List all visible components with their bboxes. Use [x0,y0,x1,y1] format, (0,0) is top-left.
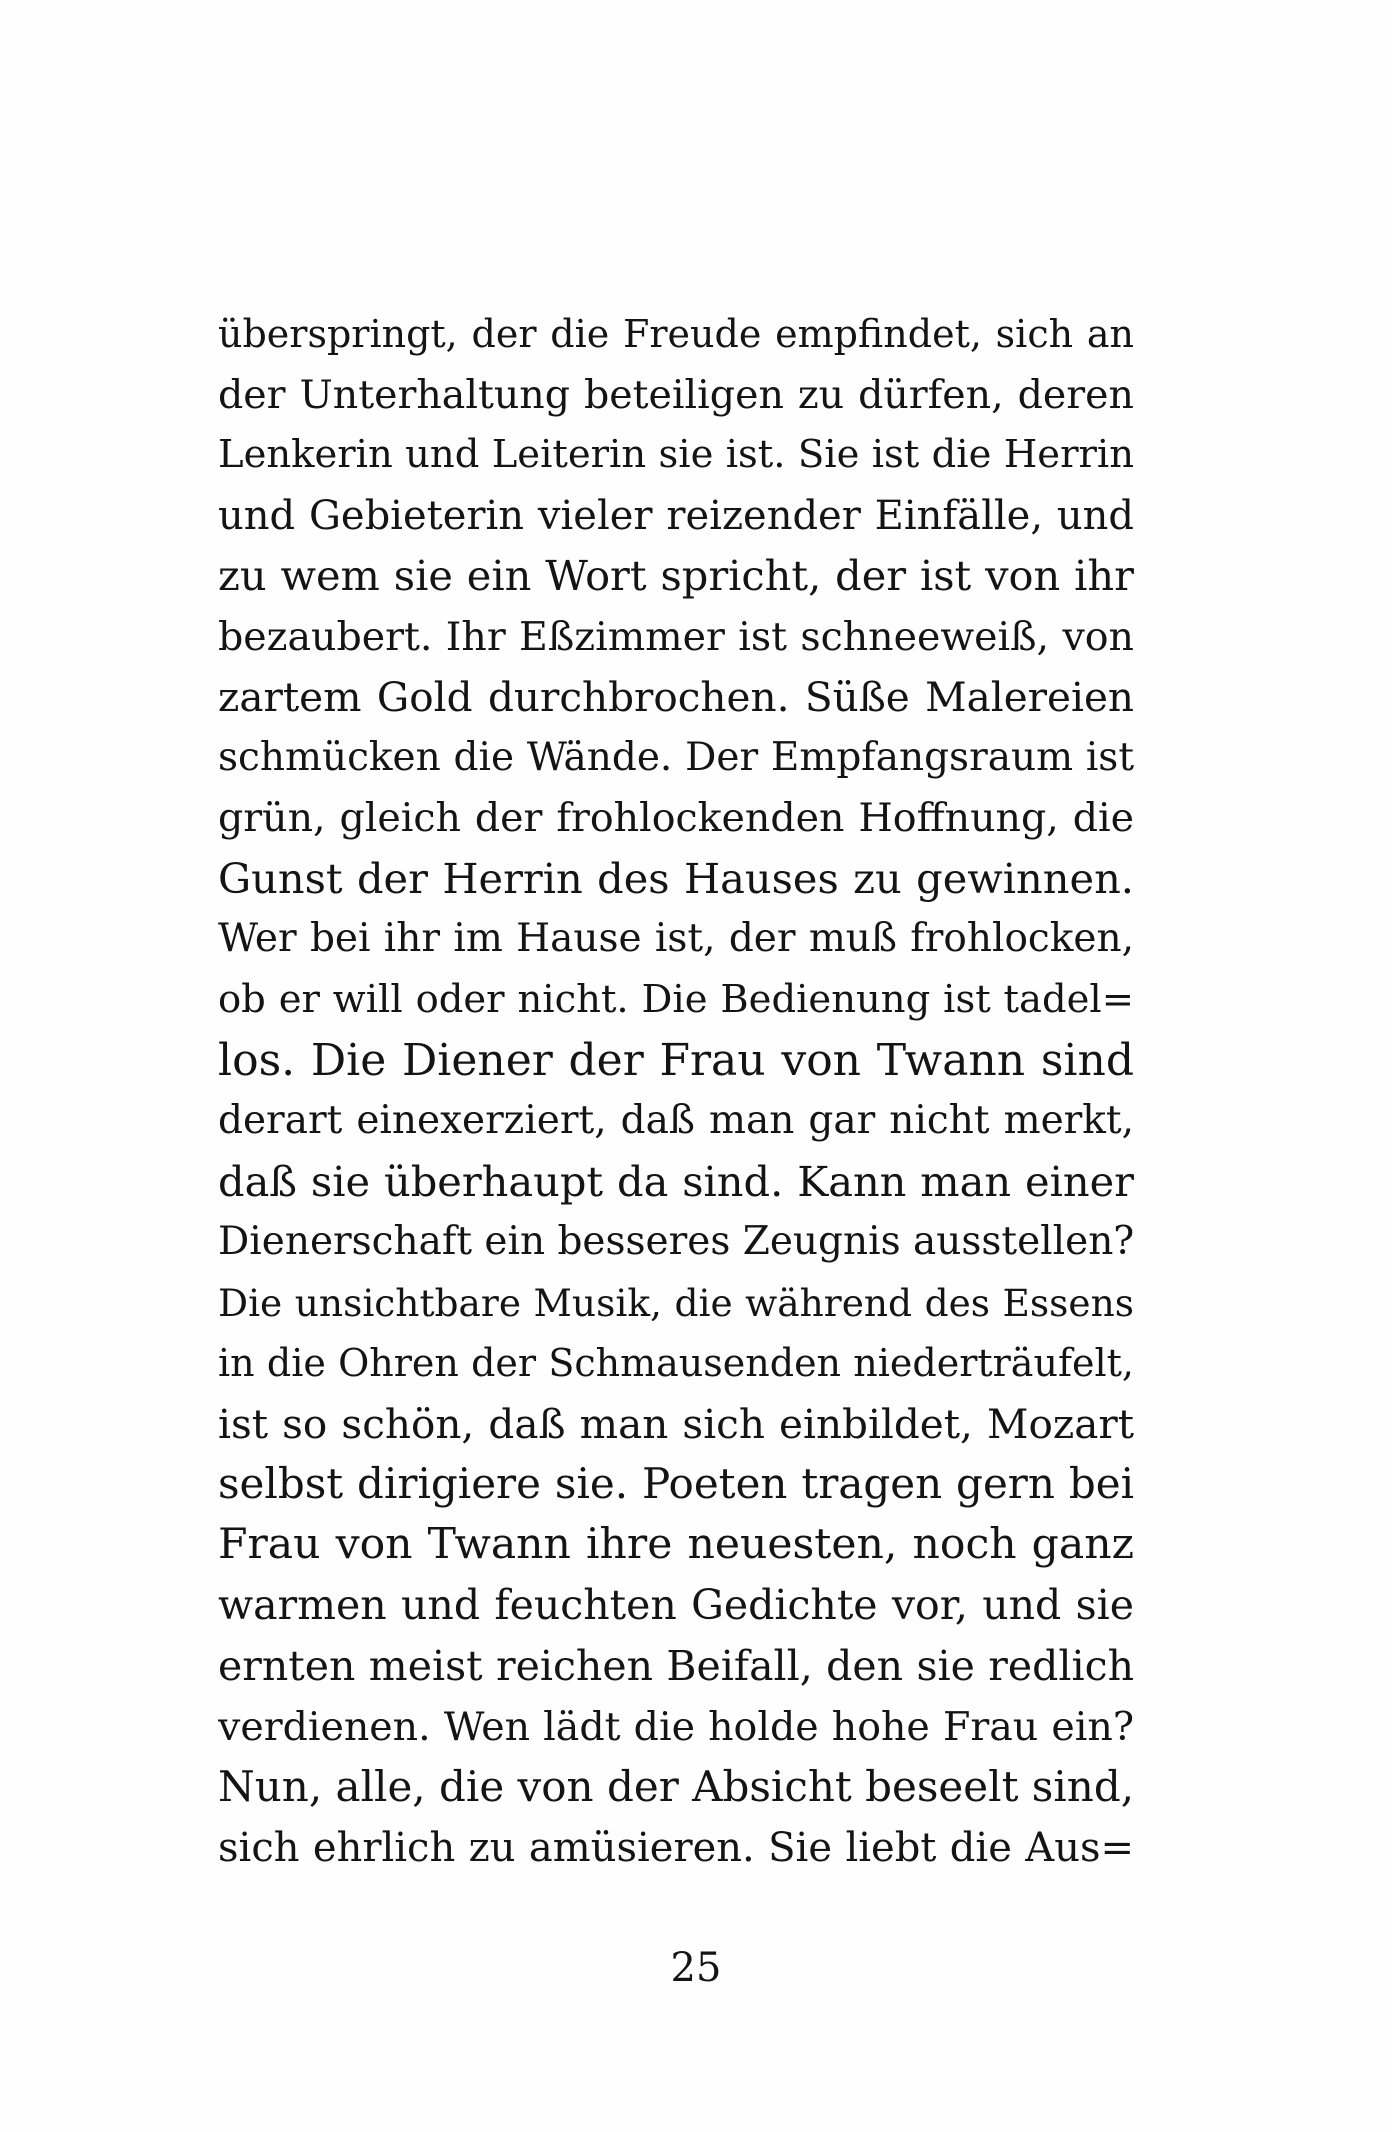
text-line-11: Wer bei ihr im Hause ist, der muß frohlocken, [218,916,1134,962]
text-line-18: in die Ohren der Schmausenden niederträufelt, [218,1341,1134,1386]
text-line-19: ist so schön, daß man sich einbildet, Mozart [218,1399,1134,1448]
text-line-25: Nun, alle, die von der Absicht beseelt sind, [218,1762,1134,1812]
text-line-20: selbst dirigiere sie. Poeten tragen gern bei [218,1459,1134,1509]
text-line-2: der Unterhaltung beteiligen zu dürfen, deren [218,371,1134,418]
text-line-15: daß sie überhaupt da sind. Kann man einer [218,1156,1134,1206]
page-number: 25 [670,1945,722,1991]
text-line-12: ob er will oder nicht. Die Bedienung ist tadel= [218,977,1134,1023]
text-line-5: zu wem sie ein Wort spricht, der ist von ihr [218,551,1134,601]
text-line-10: Gunst der Herrin des Hauses zu gewinnen. [218,853,1134,903]
text-line-13: los. Die Diener der Frau von Twann sind [218,1034,1134,1086]
text-line-7: zartem Gold durchbrochen. Süße Malereien [218,673,1134,722]
text-line-26: sich ehrlich zu amüsieren. Sie liebt die Aus= [218,1824,1134,1871]
text-line-24: verdienen. Wen lädt die holde hohe Frau ein? [218,1703,1134,1750]
text-line-9: grün, gleich der frohlockenden Hoffnung, die [218,795,1134,842]
text-line-17: Die unsichtbare Musik, die während des Essens [218,1280,1134,1325]
text-line-21: Frau von Twann ihre neuesten, noch ganz [218,1519,1134,1569]
text-line-3: Lenkerin und Leiterin sie ist. Sie ist die Herrin [218,432,1134,478]
text-line-4: und Gebieterin vieler reizender Einfälle, und [218,492,1134,539]
text-line-1: überspringt, der die Freude empfindet, sich an [218,312,1134,356]
text-line-22: warmen und feuchten Gedichte vor, und sie [218,1581,1134,1630]
text-line-16: Dienerschaft ein besseres Zeugnis ausstellen? [218,1219,1134,1265]
text-line-6: bezaubert. Ihr Eßzimmer ist schneeweiß, von [218,613,1134,660]
text-line-23: ernten meist reichen Beifall, den sie redlich [218,1642,1134,1691]
body-text [218,304,1134,1878]
text-line-8: schmücken die Wände. Der Empfangsraum ist [218,734,1134,780]
text-line-14: derart einexerziert, daß man gar nicht merkt, [218,1098,1134,1144]
